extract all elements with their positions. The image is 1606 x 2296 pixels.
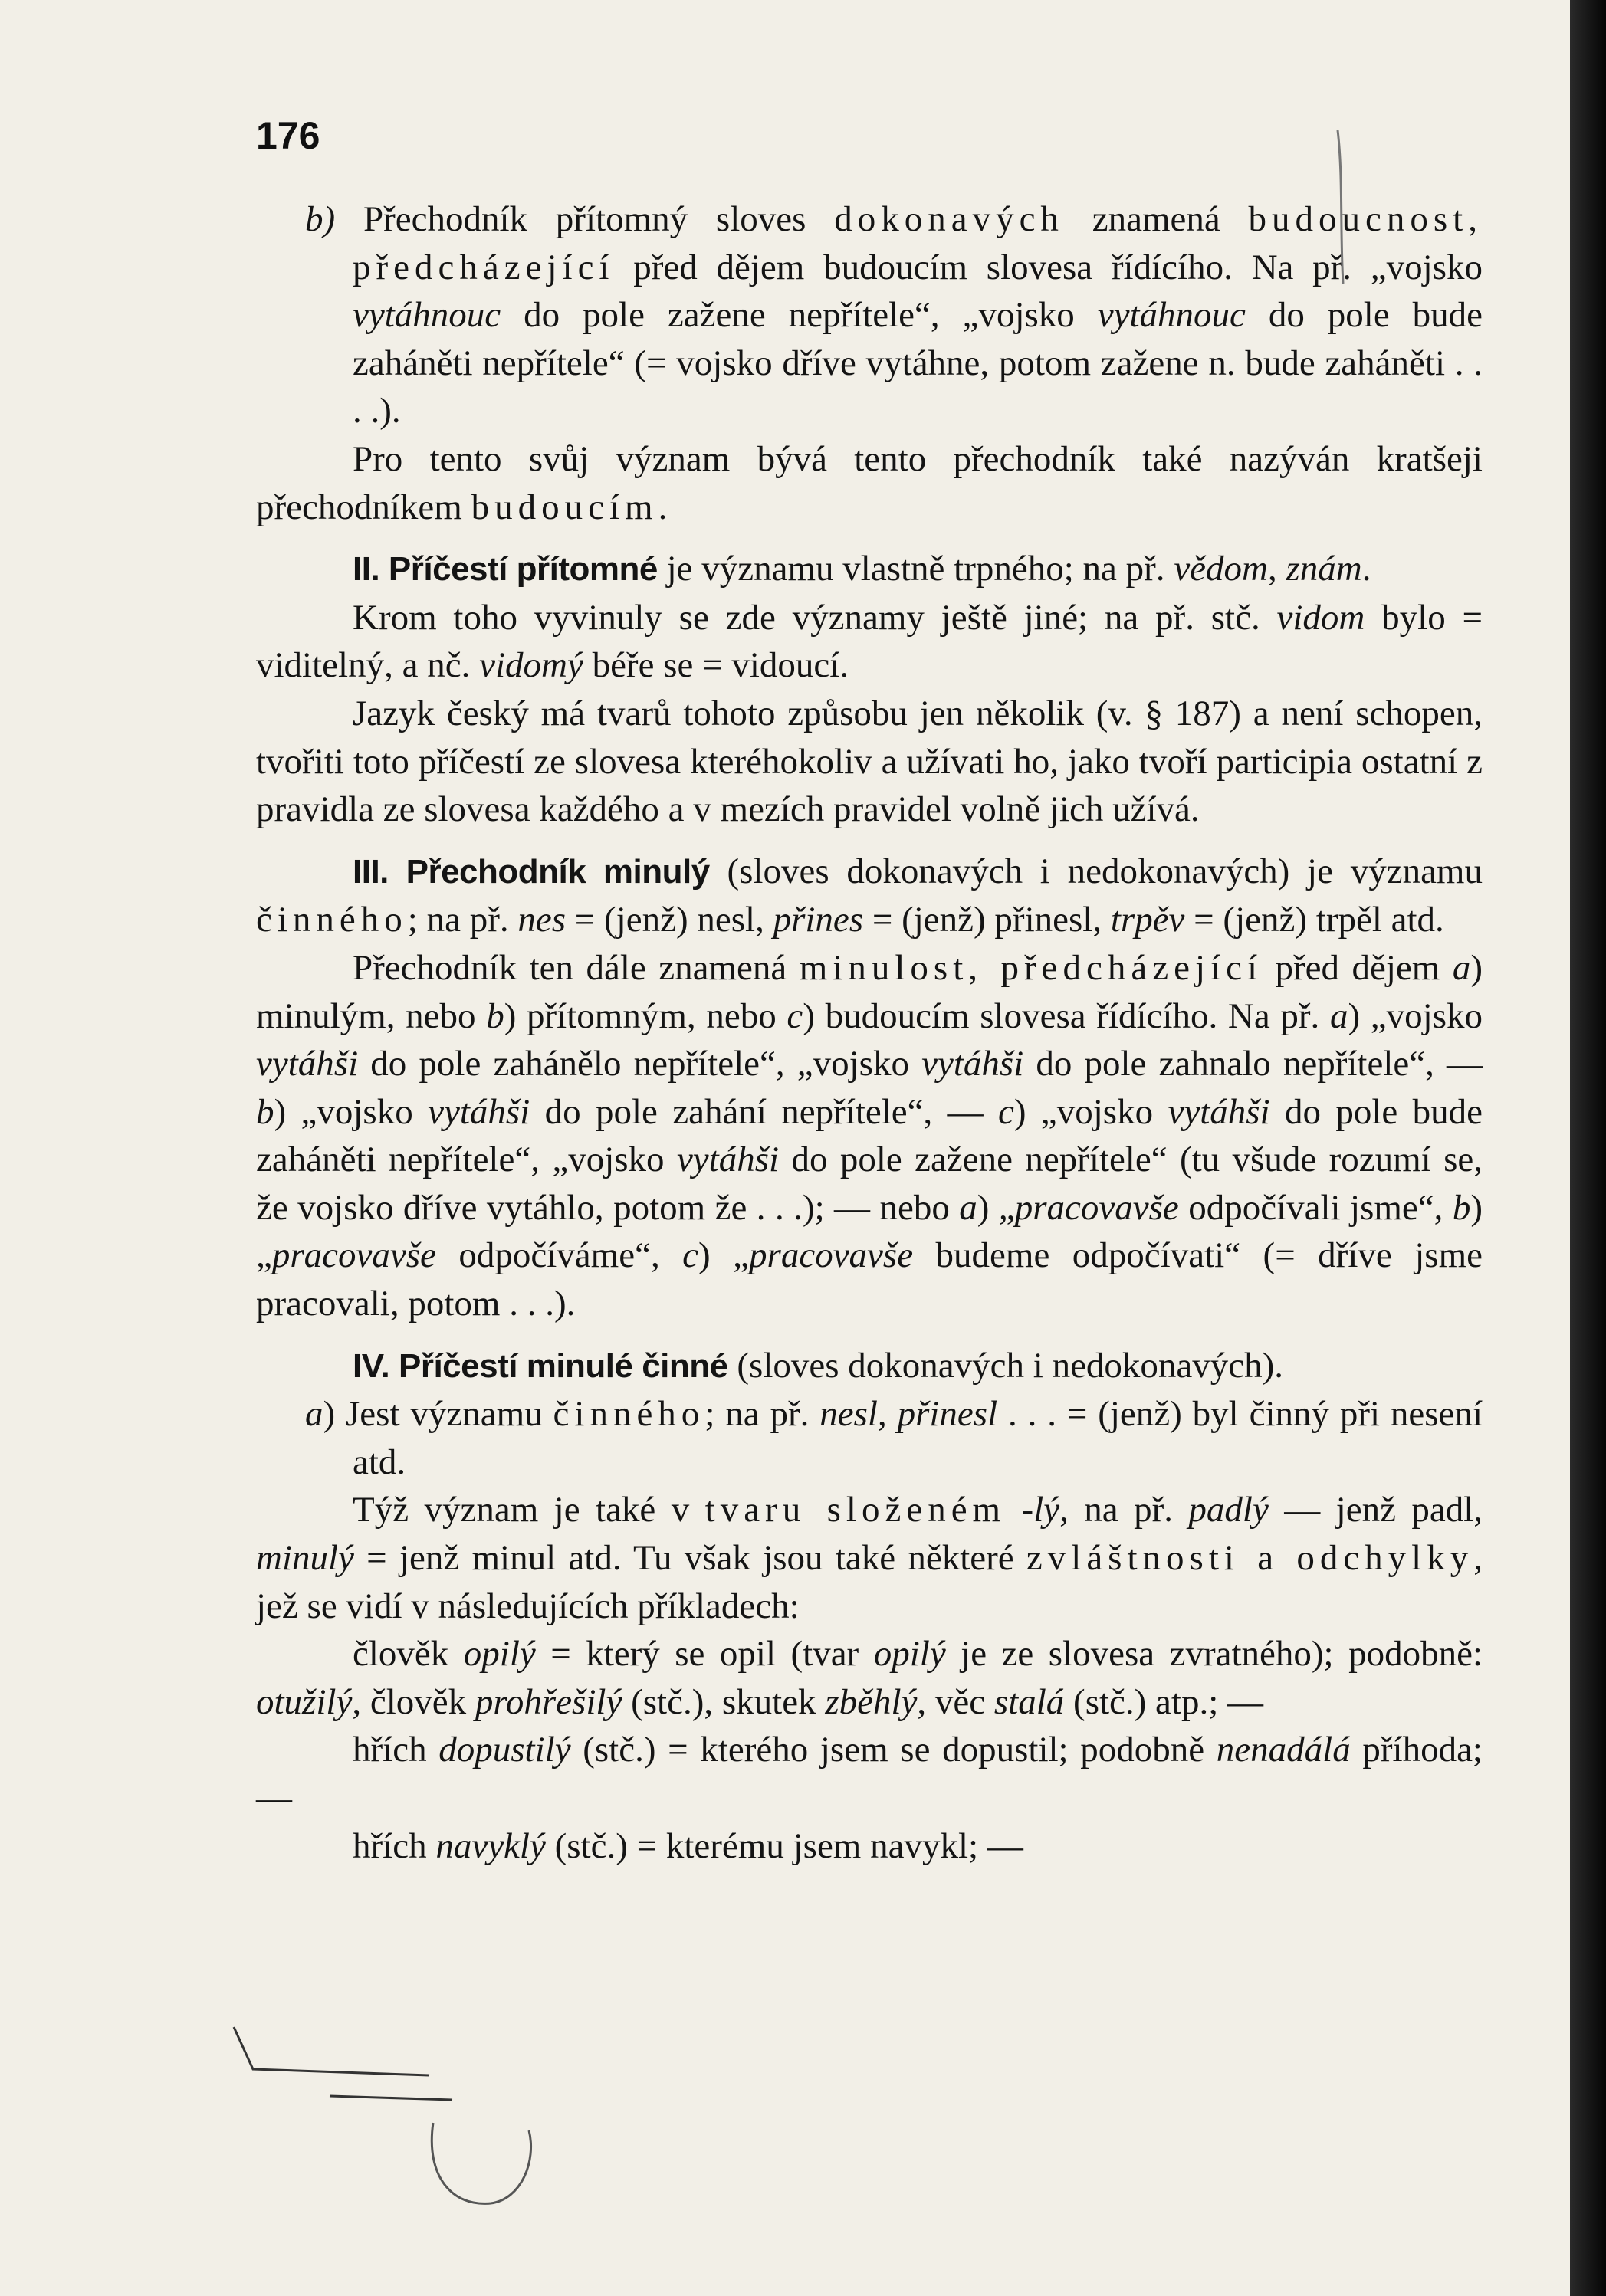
spaced-term: činného: [256, 900, 408, 940]
example-word: padlý: [1188, 1490, 1269, 1530]
example-word: pracovavše: [1014, 1187, 1179, 1228]
example-word: prohřešilý: [475, 1681, 622, 1722]
example-word: vytáhnouc: [1097, 295, 1246, 336]
paragraph-budouci: Pro tento svůj význam bývá tento přechodník také nazýván kratšeji přechodníkem budoucím.: [256, 438, 1483, 527]
paragraph-jazyk: Jazyk český má tvarů tohoto způsobu jen několik (v. § 187) a není schopen, tvořiti toto příčestí ze slovesa kteréhokoliv a užívati ho, jako tvoří participia ostatní z pravidla ze slovesa každého a v mezích pravidel volně jich užívá.: [256, 693, 1483, 830]
example-word: trpěv: [1110, 900, 1185, 940]
section-III: III. Přechodník minulý (sloves dokonavých i nedokonavých) je významu činného; na př. nes = (jenž) nesl, přines = (jenž) přinesl, trpěv = (jenž) trpěl atd.: [256, 851, 1483, 940]
example-word: navyklý: [435, 1825, 546, 1866]
example-word: přines: [773, 900, 864, 940]
example-word: znám: [1286, 549, 1362, 589]
spaced-term: minulost, předcházející: [799, 947, 1263, 988]
example-word: vytáhši: [676, 1140, 780, 1180]
section-heading: III. Přechodník minulý: [353, 852, 710, 891]
paragraph-navykly: hřích navyklý (stč.) = kterému jsem navykl; —: [353, 1825, 1023, 1866]
pencil-loop: [432, 2123, 530, 2203]
label-a: a: [305, 1394, 323, 1435]
paragraph-tyz: Týž význam je také v tvaru složeném -lý, na př. padlý — jenž padl, minulý = jenž minul atd. Tu však jsou také některé zvláštnosti a odchylky, jež se vidí v následujících příkladech:: [256, 1490, 1483, 1626]
spaced-term: dokonavých: [834, 199, 1064, 239]
example-word: nesl: [819, 1394, 878, 1435]
paragraph-a-cinny: a) Jest významu činného; na př. nesl, přinesl . . . = (jenž) byl činný při nesení atd.: [305, 1394, 1483, 1482]
example-word: nenadálá: [1216, 1730, 1351, 1770]
example-word: stalá: [993, 1681, 1065, 1722]
example-word: vidom: [1276, 597, 1365, 638]
example-word: nes: [517, 900, 567, 940]
example-word: dopustilý: [438, 1730, 571, 1770]
example-word: vytáhši: [256, 1044, 359, 1084]
example-word: opilý: [873, 1634, 946, 1674]
pencil-underline: [234, 2027, 452, 2100]
section-heading: IV. Příčestí minulé činné: [353, 1346, 728, 1385]
paragraph-krom: Krom toho vyvinuly se zde významy ještě jiné; na př. stč. vidom bylo = viditelný, a nč. vidomý béře se = vidoucí.: [256, 597, 1483, 686]
paragraph-b: b) Přechodník přítomný sloves dokonavých znamená budoucnost, předcházející před dějem budoucím slovesa řídícího. Na př. „vojsko vytáhnouc do pole zažene nepřítele“, „vojsko vytáhnouc do pole bude zaháněti nepřítele“ (= vojsko dříve vytáhne, potom zažene n. bude zaháněti . . . .).: [305, 199, 1483, 431]
page-edge-shadow: [1570, 0, 1606, 2296]
paragraph-dopustily: hřích dopustilý (stč.) = kterého jsem se dopustil; podobně nenadálá příhoda; —: [256, 1730, 1483, 1818]
section-IV: IV. Příčestí minulé činné (sloves dokonavých i nedokonavých).: [353, 1345, 1284, 1386]
paragraph-opily: člověk opilý = který se opil (tvar opilý je ze slovesa zvratného); podobně: otužilý, člověk prohřešilý (stč.), skutek zběhlý, věc stalá (stč.) atp.; —: [256, 1634, 1483, 1722]
example-word: vytáhši: [921, 1044, 1024, 1084]
spaced-term: činného: [553, 1394, 705, 1435]
page-text: [256, 195, 1483, 1870]
example-word: vědom: [1174, 549, 1268, 589]
example-word: otužilý: [256, 1681, 353, 1722]
example-word: přinesl: [897, 1394, 998, 1435]
page-number: 176: [256, 114, 320, 157]
section-II: II. Příčestí přítomné je významu vlastně trpného; na př. vědom, znám.: [353, 549, 1371, 589]
section-heading: II. Příčestí přítomné: [353, 550, 658, 589]
example-word: vytáhnouc: [353, 295, 501, 336]
paragraph-minulost: Přechodník ten dále znamená minulost, předcházející před dějem a) minulým, nebo b) přítomným, nebo c) budoucím slovesa řídícího. Na př. a) „vojsko vytáhši do pole zahánělo nepřítele“, „vojsko vytáhši do pole zahnalo nepřítele“, — b) „vojsko vytáhši do pole zahání nepřítele“, — c) „vojsko vytáhši do pole bude zaháněti nepřítele“, „vojsko vytáhši do pole zažene nepřítele“ (tu všude rozumí se, že vojsko dříve vytáhlo, potom že . . .); — nebo a) „pracovavše odpočívali jsme“, b) „pracovavše odpočíváme“, c) „pracovavše budeme odpočívati“ (= dříve jsme pracovali, potom . . .).: [256, 947, 1483, 1324]
label-b: b): [305, 199, 336, 239]
example-word: vidomý: [479, 645, 583, 686]
spaced-term: zvláštnosti a odchylky: [1026, 1538, 1474, 1579]
example-word: vytáhši: [1168, 1091, 1270, 1132]
example-word: minulý: [256, 1538, 354, 1579]
example-word: opilý: [463, 1634, 536, 1674]
example-word: zběhlý: [825, 1681, 918, 1722]
example-word: pracovavše: [271, 1235, 436, 1276]
example-word: pracovavše: [749, 1235, 914, 1276]
example-word: vytáhši: [428, 1091, 530, 1132]
spaced-term: budoucnost, předcházející: [353, 199, 1483, 287]
spaced-term: tvaru složeném: [704, 1490, 1007, 1530]
spaced-term: budoucím: [471, 487, 658, 527]
